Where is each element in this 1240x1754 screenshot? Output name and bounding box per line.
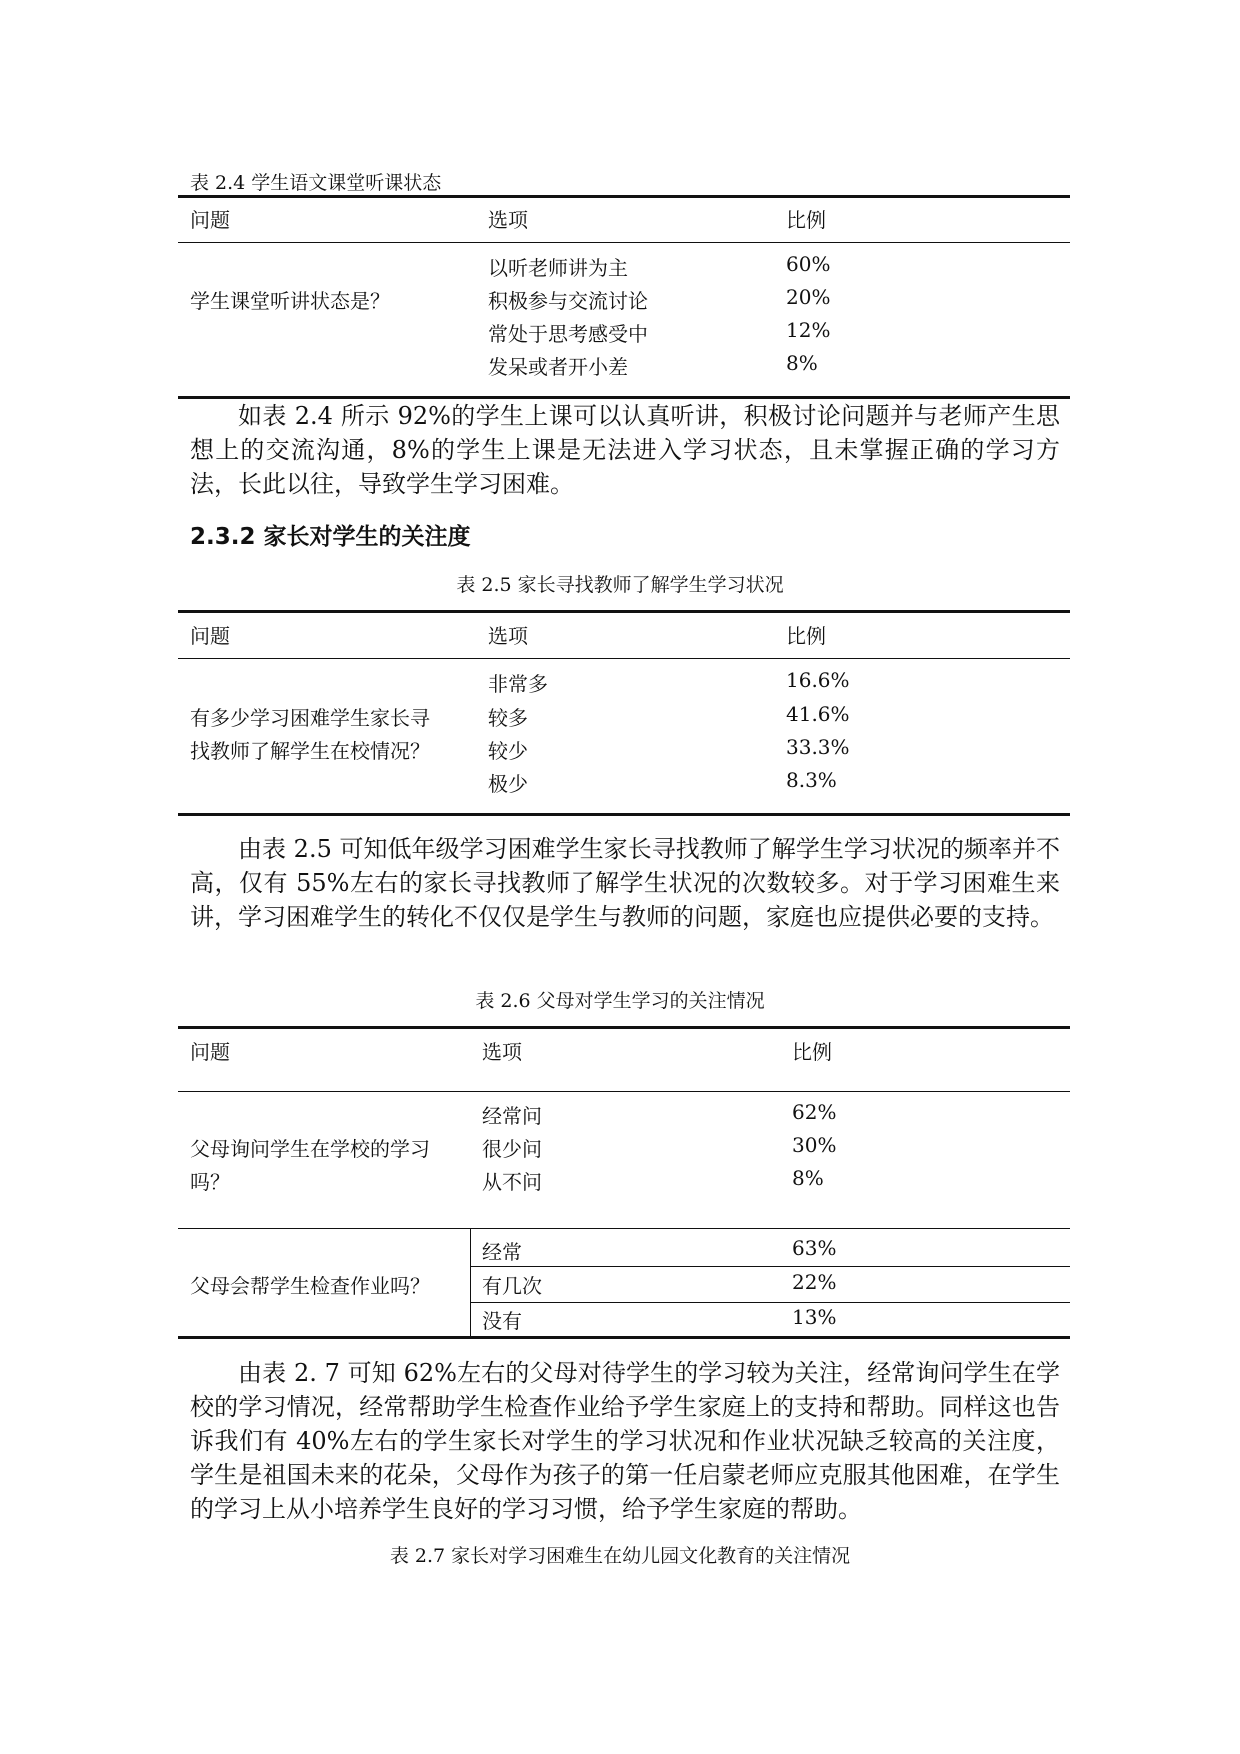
option-cell: 很少问: [482, 1137, 542, 1161]
body-paragraph: 由表 2. 7 可知 62%左右的父母对待学生的学习较为关注，经常询问学生在学校的学习情况，经常帮助学生检查作业给予学生家庭上的支持和帮助。同样这也告诉我们有 40%左右的学生家长对学生的学习状况和作业状况缺乏较高的关注度，学生是祖国未来的花朵，父母作为孩子的第一任启蒙老师应克服其他困难，在学生的学习上从小培养学生良好的学习习惯，给予学生家庭的帮助。: [190, 1359, 1060, 1523]
ratio-cell: 63%: [792, 1236, 837, 1260]
table-rule-row: [470, 1302, 1070, 1303]
table-rule-mid: [178, 242, 1070, 243]
ratio-cell: 62%: [792, 1100, 837, 1124]
question-cell-line2: 吗？: [190, 1170, 230, 1194]
ratio-cell: 20%: [786, 285, 831, 309]
table-rule-bottom: [178, 1336, 1070, 1339]
table-2-4-caption: 表 2.4 学生语文课堂听课状态: [190, 172, 442, 194]
header-ratio: 比例: [786, 624, 826, 648]
option-cell: 有几次: [482, 1274, 542, 1298]
table-rule-bottom: [178, 813, 1070, 816]
ratio-cell: 13%: [792, 1305, 837, 1329]
ratio-cell: 16.6%: [786, 668, 850, 692]
ratio-cell: 22%: [792, 1270, 837, 1294]
table-rule-mid: [178, 658, 1070, 659]
ratio-cell: 41.6%: [786, 702, 850, 726]
table-rule-top: [178, 610, 1070, 613]
question-cell-line2: 找教师了解学生在校情况？: [190, 739, 430, 763]
option-cell: 没有: [482, 1309, 522, 1333]
option-cell: 极少: [488, 772, 528, 796]
option-cell: 经常: [482, 1240, 522, 1264]
header-option: 选项: [482, 1040, 522, 1064]
table-column-divider: [470, 1228, 471, 1336]
table-2-7-caption: 表 2.7 家长对学习困难生在幼儿园文化教育的关注情况: [389, 1545, 851, 1567]
question-cell: 父母会帮学生检查作业吗？: [190, 1274, 430, 1298]
ratio-cell: 12%: [786, 318, 831, 342]
ratio-cell: 33.3%: [786, 735, 850, 759]
table-rule-mid: [178, 1091, 1070, 1092]
option-cell: 常处于思考感受中: [488, 322, 648, 346]
option-cell: 经常问: [482, 1104, 542, 1128]
header-question: 问题: [190, 624, 230, 648]
table-rule-top: [178, 1026, 1070, 1029]
ratio-cell: 8%: [786, 351, 818, 375]
table-2-6-caption: 表 2.6 父母对学生学习的关注情况: [475, 990, 765, 1012]
header-option: 选项: [488, 208, 528, 232]
option-cell: 较多: [488, 706, 528, 730]
option-cell: 从不问: [482, 1170, 542, 1194]
header-question: 问题: [190, 1040, 230, 1064]
table-rule-group: [178, 1228, 1070, 1229]
ratio-cell: 30%: [792, 1133, 837, 1157]
question-cell: 学生课堂听讲状态是？: [190, 289, 390, 313]
header-option: 选项: [488, 624, 528, 648]
header-question: 问题: [190, 208, 230, 232]
header-ratio: 比例: [792, 1040, 832, 1064]
table-2-5-caption: 表 2.5 家长寻找教师了解学生学习状况: [456, 574, 784, 596]
table-rule-top: [178, 195, 1070, 198]
question-cell-line1: 父母询问学生在学校的学习: [190, 1137, 430, 1161]
ratio-cell: 8.3%: [786, 768, 837, 792]
option-cell: 较少: [488, 739, 528, 763]
ratio-cell: 8%: [792, 1166, 824, 1190]
question-cell-line1: 有多少学习困难学生家长寻: [190, 706, 430, 730]
ratio-cell: 60%: [786, 252, 831, 276]
header-ratio: 比例: [786, 208, 826, 232]
option-cell: 发呆或者开小差: [488, 355, 628, 379]
table-rule-row: [470, 1266, 1070, 1267]
body-paragraph: 由表 2.5 可知低年级学习困难学生家长寻找教师了解学生学习状况的频率并不高，仅有 55%左右的家长寻找教师了解学生状况的次数较多。对于学习困难生来讲，学习困难学生的转化不仅仅是学生与教师的问题，家庭也应提供必要的支持。: [190, 835, 1060, 931]
option-cell: 积极参与交流讨论: [488, 289, 648, 313]
option-cell: 非常多: [488, 672, 548, 696]
section-heading: 2.3.2 家长对学生的关注度: [190, 524, 471, 550]
option-cell: 以听老师讲为主: [488, 256, 628, 280]
body-paragraph: 如表 2.4 所示 92%的学生上课可以认真听讲，积极讨论问题并与老师产生思想上的交流沟通，8%的学生上课是无法进入学习状态，且未掌握正确的学习方法，长此以往，导致学生学习困难。: [190, 402, 1060, 498]
